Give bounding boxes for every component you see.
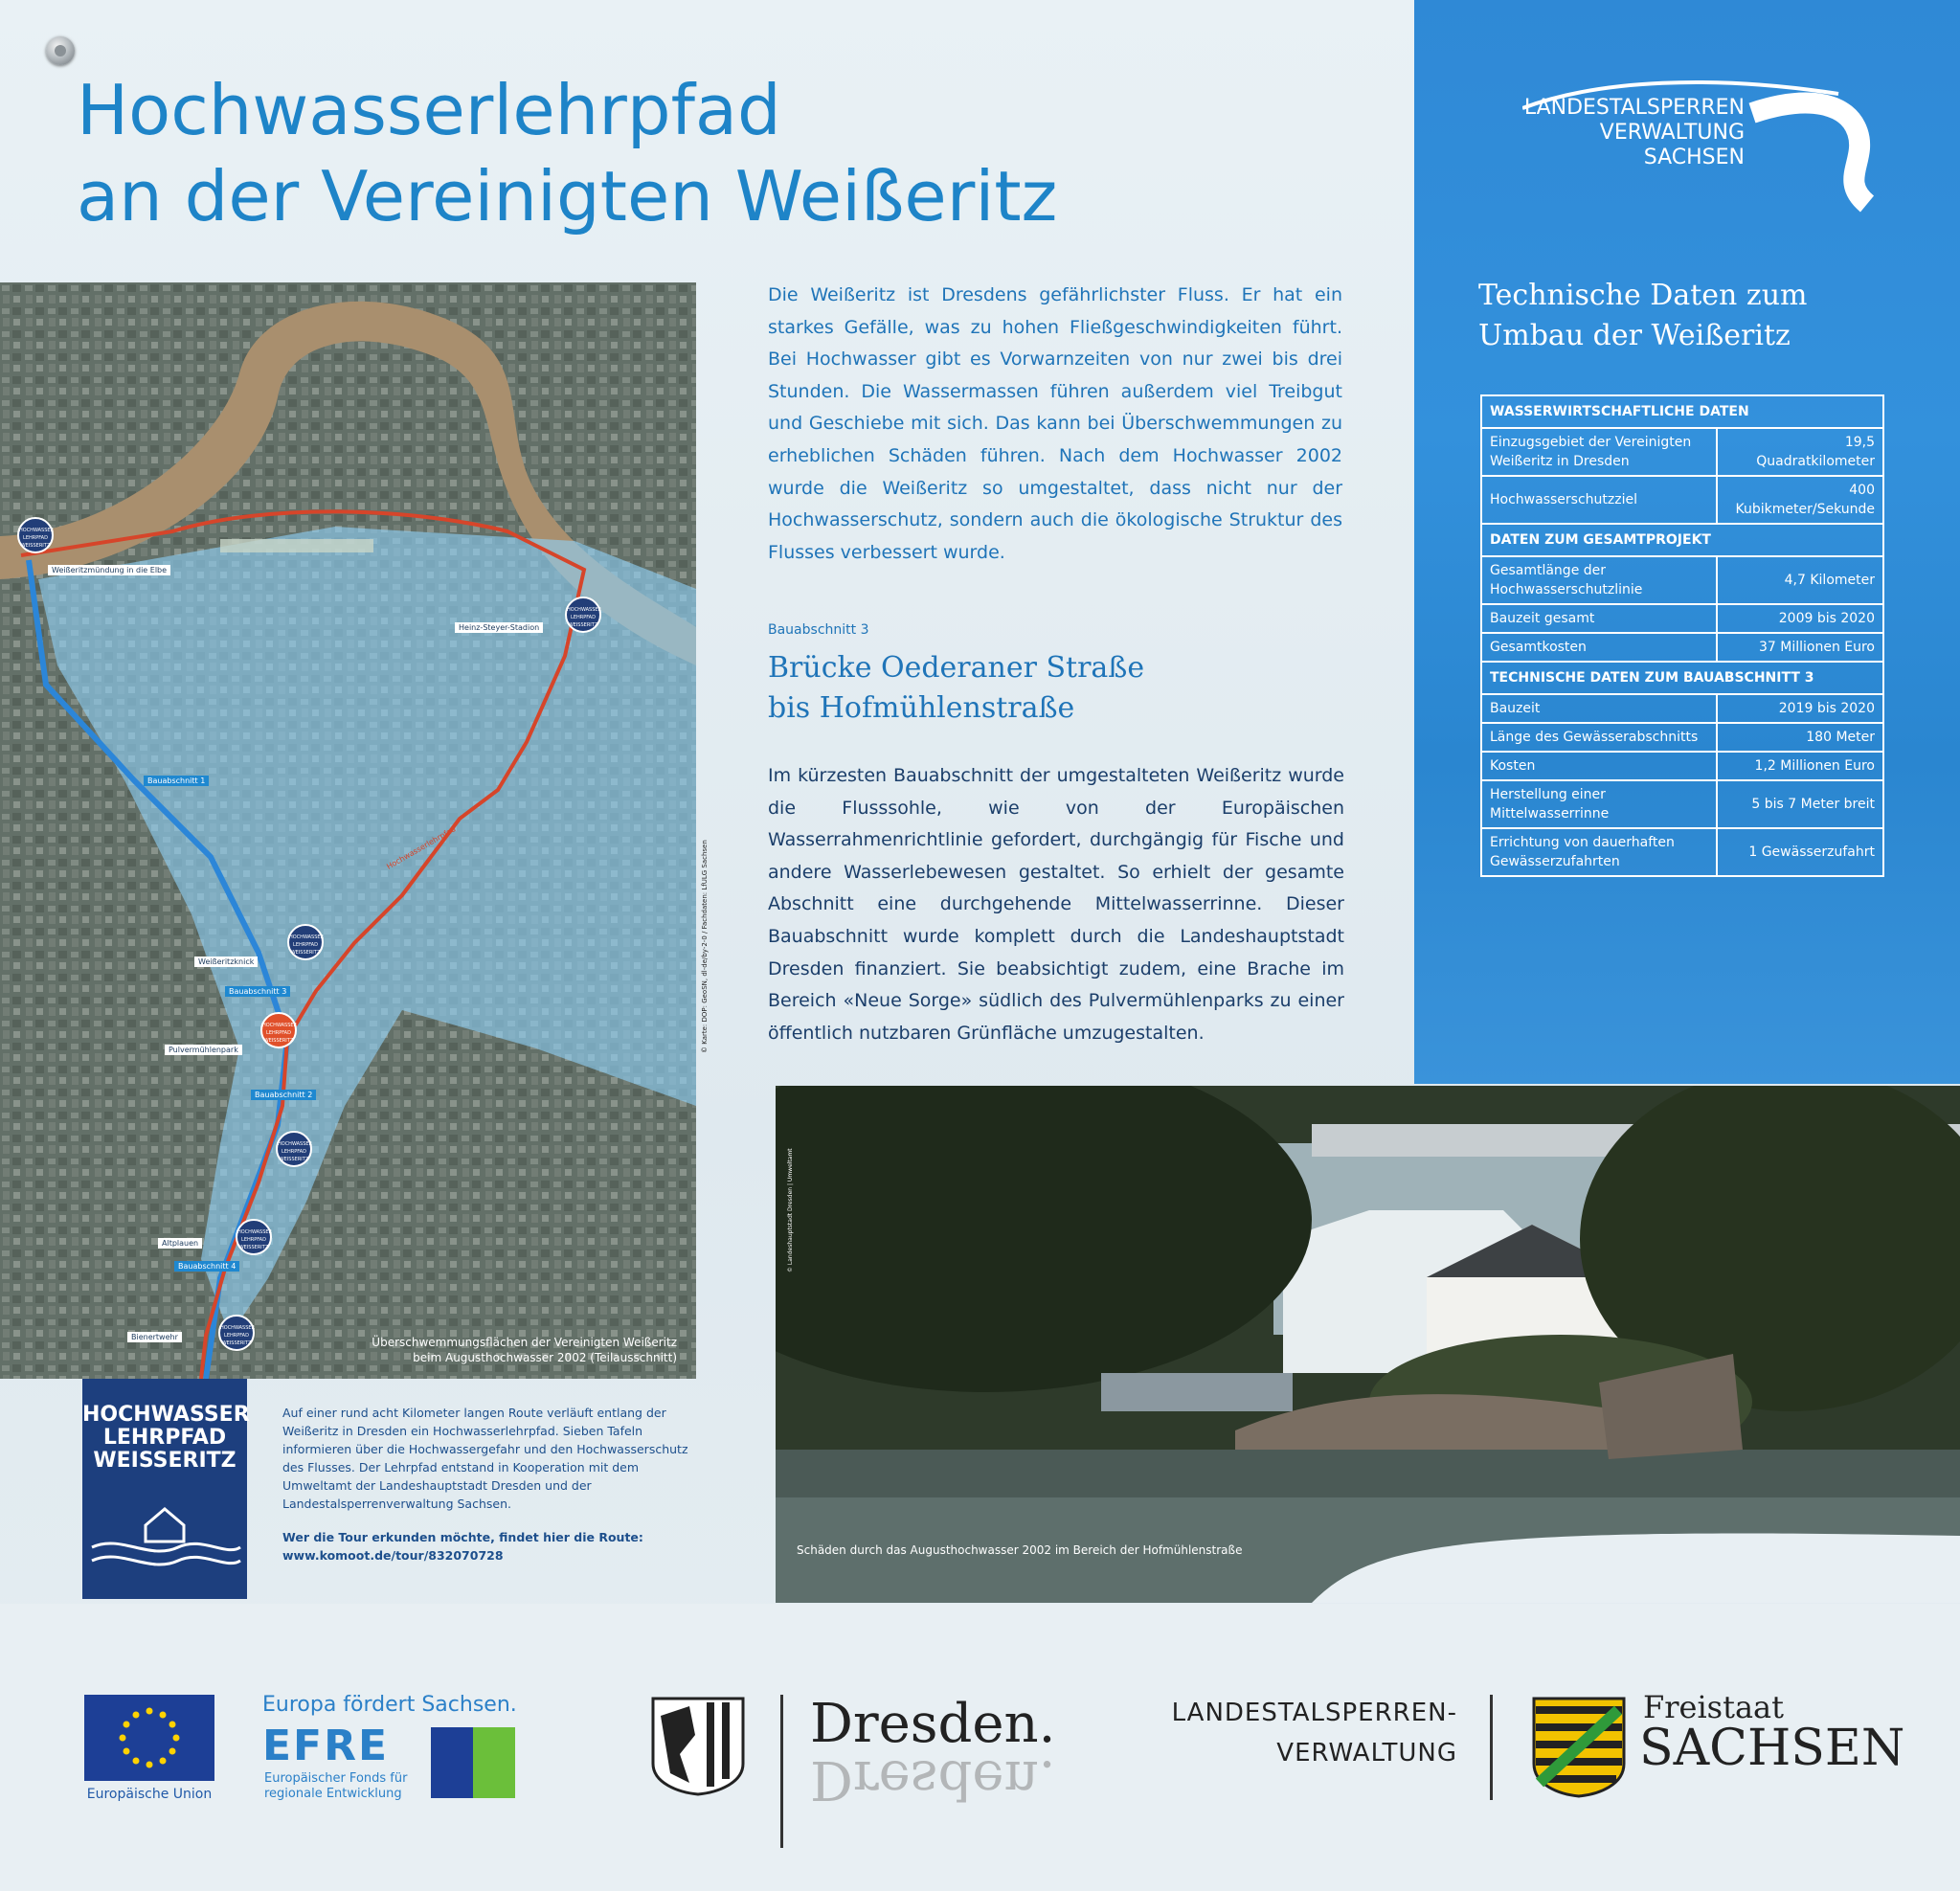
map-label-bienertwehr: Bienertwehr: [127, 1332, 182, 1342]
map-label-lehrpfad: Hochwasserlehrpfad: [385, 824, 458, 871]
table-row: [1481, 476, 1883, 524]
panel-title-line-2: Umbau der Weißeritz: [1478, 319, 1791, 352]
row-label: Bauzeit: [1481, 694, 1717, 723]
lsv-footer-line-2: VERWALTUNG: [1276, 1739, 1457, 1767]
tech-data-table: [1480, 394, 1884, 877]
station-badge: HOCHWASSER LEHRPFAD WEISSERITZ: [287, 924, 324, 960]
efre-subtitle-line-2: regionale Entwicklung: [264, 1787, 402, 1801]
lehrpfad-logo: [82, 1379, 250, 1599]
freistaat-label: Freistaat: [1643, 1689, 1784, 1725]
table-header: WASSERWIRTSCHAFTLICHE DATEN: [1481, 395, 1883, 428]
flood-damage-photo: [776, 1086, 1960, 1603]
row-label: Errichtung von dauerhaften Gewässerzufahrten: [1481, 828, 1717, 876]
screw-icon: [46, 36, 75, 65]
row-value: 37 Millionen Euro: [1717, 633, 1883, 662]
flood-map: [0, 282, 696, 1379]
station-badge: HOCHWASSER LEHRPFAD WEISSERITZ: [236, 1219, 272, 1255]
map-credit: © Karte: DOP: GeoSN, dl-de/by-2-0 / Fachdaten: LfULG Sachsen: [701, 840, 709, 1053]
row-label: Kosten: [1481, 752, 1717, 780]
table-row: [1481, 828, 1883, 876]
map-label-altplauen: Altplauen: [158, 1238, 202, 1249]
row-value: 180 Meter: [1717, 723, 1883, 752]
section-title-line-2: bis Hofmühlenstraße: [768, 691, 1075, 725]
map-label-bauabschnitt-4: Bauabschnitt 4: [174, 1261, 239, 1272]
intro-text: Die Weißeritz ist Dresdens gefährlichster Fluss. Er hat ein starkes Gefälle, was zu hohen Fließgeschwindigkeiten führt. Bei Hochwasser gibt es Vorwarnzeiten von nur zwei bis drei Stunden. Die Wassermassen führen außerdem viel Treibgut und Geschiebe mit sich. Das kann bei Überschwemmungen zu erheblichen Schäden führen. Nach dem Hochwasser 2002 wurde die Weißeritz so umgestaltet, dass nicht nur der Hochwasserschutz, sondern auch die ökologische Struktur des Flusses verbessert wurde.: [768, 284, 1342, 563]
title-line-2: an der Vereinigten Weißeritz: [77, 156, 1058, 236]
station-badge: HOCHWASSER LEHRPFAD WEISSERITZ: [17, 517, 54, 553]
row-label: Hochwasserschutzziel: [1481, 476, 1717, 524]
logo-line-1: HOCHWASSER: [82, 1403, 250, 1427]
dresden-wordmark: Dresden.: [810, 1693, 1056, 1755]
map-caption-line-1: Überschwemmungsflächen der Vereinigten Weißeritz: [372, 1336, 677, 1349]
row-label: Einzugsgebiet der Vereinigten Weißeritz in Dresden: [1481, 428, 1717, 476]
row-label: Gesamtkosten: [1481, 633, 1717, 662]
table-row: [1481, 752, 1883, 780]
table-header: DATEN ZUM GESAMTPROJEKT: [1481, 524, 1883, 556]
map-label-bauabschnitt-1: Bauabschnitt 1: [144, 776, 209, 786]
table-header: TECHNISCHE DATEN ZUM BAUABSCHNITT 3: [1481, 662, 1883, 694]
route-prompt: Wer die Tour erkunden möchte, findet hier die Route:: [282, 1530, 643, 1544]
efre-subtitle: [264, 1771, 407, 1802]
table-row: [1481, 723, 1883, 752]
dresden-wordmark-reflection: Dresden.: [810, 1748, 1056, 1811]
lsv-logo-line-3: SACHSEN: [1643, 146, 1745, 169]
logo-line-2: LEHRPFAD: [102, 1426, 227, 1450]
table-row: [1481, 694, 1883, 723]
dresden-crest-icon: [651, 1697, 745, 1796]
lsv-logo: [1515, 96, 1745, 170]
map-graphic: [0, 282, 696, 1379]
sachsen-crest-icon: [1532, 1697, 1626, 1798]
logo-line-3: WEISSERITZ: [93, 1449, 237, 1473]
route-info-text: Auf einer rund acht Kilometer langen Route verläuft entlang der Weißeritz in Dresden ein Hochwasserlehrpfad. Sieben Tafeln informieren über die Hochwassergefahr und den Hochwasserschutz des Flusses. Der Lehrpfad entstand in Kooperation mit dem Umweltamt der Landeshauptstadt Dresden und der Landestalsperrenverwaltung Sachsen.: [282, 1406, 688, 1511]
row-label: Gesamtlänge der Hochwasserschutzlinie: [1481, 556, 1717, 604]
table-row: [1481, 633, 1883, 662]
map-label-bauabschnitt-2: Bauabschnitt 2: [251, 1090, 316, 1100]
map-caption: [372, 1335, 677, 1365]
photo-credit: © Landeshauptstadt Dresden | Umweltamt: [787, 1148, 794, 1272]
row-label: Länge des Gewässerabschnitts: [1481, 723, 1717, 752]
lsv-logo-line-2: VERWALTUNG: [1599, 121, 1745, 145]
lsv-footer-logo: [1145, 1693, 1457, 1773]
map-label-knick: Weißeritzknick: [194, 957, 258, 967]
section-body: Im kürzesten Bauabschnitt der umgestalteten Weißeritz wurde die Flusssohle, wie von der Europäischen Wasserrahmenrichtlinie gefordert, durchgängig für Fische und andere Wasserlebewesen gestaltet. So erhielt der gesamte Abschnitt eine durchgehende Mittelwasserrinne. Dieser Bauabschnitt wurde komplett durch die Landeshauptstadt Dresden finanziert. Sie beabsichtigt zudem, eine Brache im Bereich «Neue Sorge» südlich des Pulvermühlenparks zu einer öffentlich nutzbaren Grünfläche umzugestalten.: [768, 765, 1344, 1044]
section-title: [768, 648, 1144, 729]
row-value: 400 Kubikmeter/Sekunde: [1717, 476, 1883, 524]
panel-title: [1478, 276, 1807, 356]
row-value: 1 Gewässerzufahrt: [1717, 828, 1883, 876]
row-label: Herstellung einer Mittelwasserrinne: [1481, 780, 1717, 828]
map-label-pulvermuehlenpark: Pulvermühlenpark: [165, 1045, 242, 1055]
eu-flag-icon: [84, 1695, 214, 1781]
footer-divider: [1490, 1695, 1493, 1800]
eu-label: Europäische Union: [86, 1787, 213, 1802]
map-label-bauabschnitt-3: Bauabschnitt 3: [225, 986, 290, 997]
row-value: 2009 bis 2020: [1717, 604, 1883, 633]
board-title: [77, 67, 1057, 239]
current-station-badge: HOCHWASSER LEHRPFAD WEISSERITZ: [260, 1012, 297, 1048]
row-value: 4,7 Kilometer: [1717, 556, 1883, 604]
map-label-stadion: Heinz-Steyer-Stadion: [455, 622, 543, 633]
row-value: 19,5 Quadratkilometer: [1717, 428, 1883, 476]
section-kicker: Bauabschnitt 3: [768, 622, 869, 638]
route-info: [282, 1404, 694, 1565]
route-url[interactable]: www.komoot.de/tour/832070728: [282, 1548, 504, 1563]
table-row: [1481, 780, 1883, 828]
title-line-1: Hochwasserlehrpfad: [77, 70, 781, 150]
row-value: 2019 bis 2020: [1717, 694, 1883, 723]
efre-flag-icon: [431, 1727, 515, 1798]
row-value: 5 bis 7 Meter breit: [1717, 780, 1883, 828]
photo-caption: Schäden durch das Augusthochwasser 2002 im Bereich der Hofmühlenstraße: [797, 1543, 1243, 1557]
table-row: [1481, 604, 1883, 633]
station-badge: HOCHWASSER LEHRPFAD WEISSERITZ: [218, 1315, 255, 1351]
section-title-line-1: Brücke Oederaner Straße: [768, 651, 1145, 685]
efre-subtitle-line-1: Europäischer Fonds für: [264, 1771, 408, 1786]
row-label: Bauzeit gesamt: [1481, 604, 1717, 633]
photo-graphic: [776, 1086, 1960, 1603]
station-badge: HOCHWASSER LEHRPFAD WEISSERITZ: [565, 597, 601, 633]
map-caption-line-2: beim Augusthochwasser 2002 (Teilausschnitt): [413, 1351, 677, 1364]
table-row: [1481, 428, 1883, 476]
sachsen-wordmark: SACHSEN: [1639, 1720, 1905, 1777]
efre-logo: EFRE: [262, 1722, 390, 1770]
lsv-footer-line-1: LANDESTALSPERREN-: [1171, 1699, 1457, 1727]
table-row: [1481, 556, 1883, 604]
efre-tagline: Europa fördert Sachsen.: [262, 1693, 517, 1717]
footer-divider: [780, 1695, 783, 1848]
station-badge: HOCHWASSER LEHRPFAD WEISSERITZ: [276, 1131, 312, 1167]
house-wave-icon: [82, 1473, 247, 1578]
panel-title-line-1: Technische Daten zum: [1478, 279, 1808, 312]
map-label-muendung: Weißeritzmündung in die Elbe: [48, 565, 170, 575]
lsv-logo-line-1: LANDESTALSPERREN: [1523, 96, 1745, 120]
row-value: 1,2 Millionen Euro: [1717, 752, 1883, 780]
